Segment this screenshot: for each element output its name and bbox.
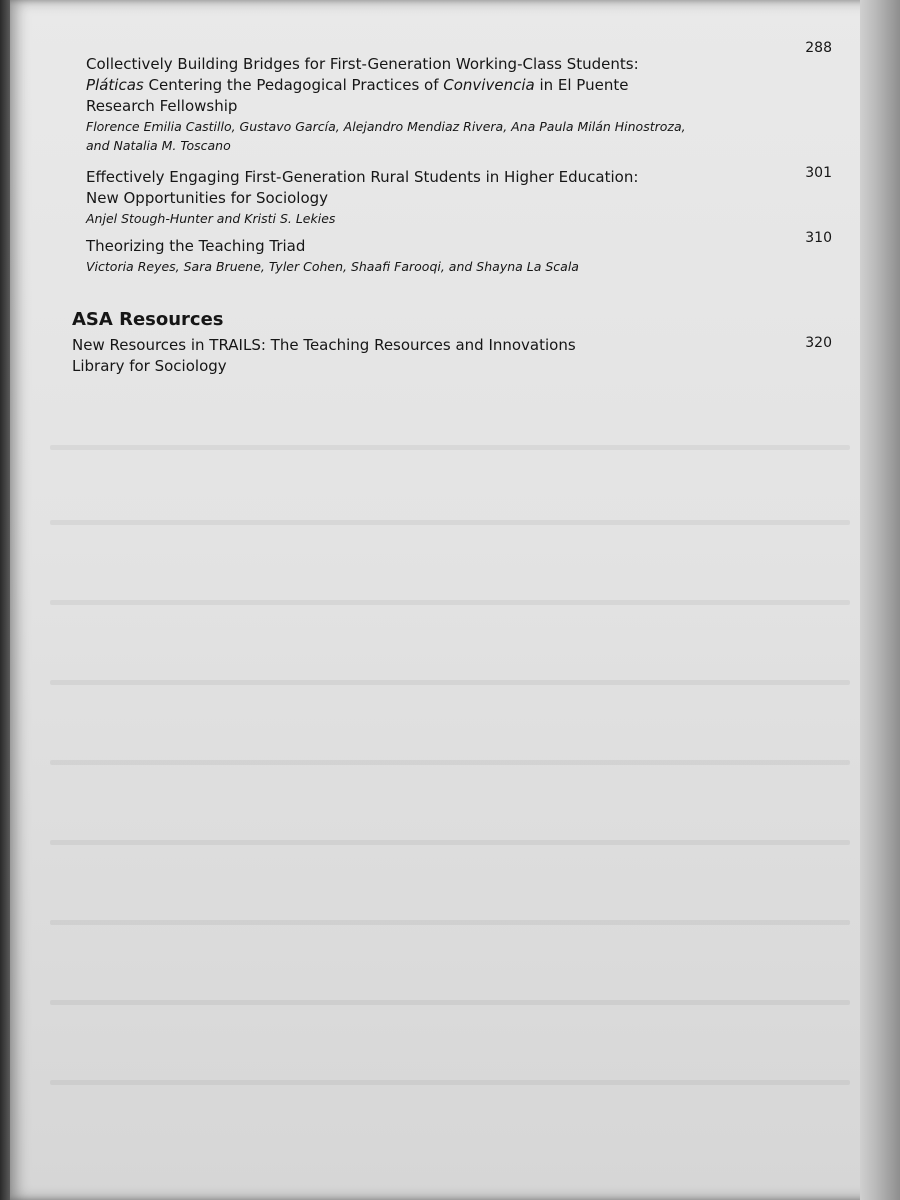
article-title: New Resources in TRAILS: The Teaching Resources and Innovations Library for Sociology: [72, 336, 576, 375]
article-title: Collectively Building Bridges for First-Generation Working-Class Students: Pláticas Centering the Pedagogical Practices of Convivencia in El Puente Research Fellowship: [86, 55, 639, 115]
article-title: Theorizing the Teaching Triad: [86, 237, 306, 255]
article-title: Effectively Engaging First-Generation Rural Students in Higher Education: New Opportunities for Sociology: [86, 168, 639, 207]
page-number: 310: [805, 230, 832, 246]
show-through-line: [50, 760, 850, 765]
show-through-line: [50, 445, 850, 450]
table-of-contents: [72, 40, 832, 377]
toc-entry-trails: [72, 335, 832, 377]
toc-entry-teaching-triad: [86, 230, 832, 276]
show-through-line: [50, 600, 850, 605]
page-number: 288: [805, 40, 832, 56]
toc-entry-bridges: [86, 40, 832, 155]
toc-entry-rural-students: [86, 167, 832, 228]
show-through-line: [50, 520, 850, 525]
article-authors: Anjel Stough-Hunter and Kristi S. Lekies: [86, 211, 336, 226]
asa-resources-section: [72, 308, 832, 377]
page-number: 320: [805, 335, 832, 351]
show-through-line: [50, 1080, 850, 1085]
page-edge-shadow: [860, 0, 900, 1200]
section-heading: ASA Resources: [72, 309, 224, 330]
show-through-line: [50, 680, 850, 685]
article-authors: Victoria Reyes, Sara Bruene, Tyler Cohen, Shaafi Farooqi, and Shayna La Scala: [86, 259, 579, 274]
show-through-line: [50, 920, 850, 925]
show-through-line: [50, 840, 850, 845]
page-number: 301: [805, 165, 832, 181]
book-page: [10, 0, 882, 1200]
show-through-line: [50, 1000, 850, 1005]
article-authors: Florence Emilia Castillo, Gustavo García, Alejandro Mendiaz Rivera, Ana Paula Milán Hinostroza, and Natalia M. Toscano: [86, 119, 686, 153]
